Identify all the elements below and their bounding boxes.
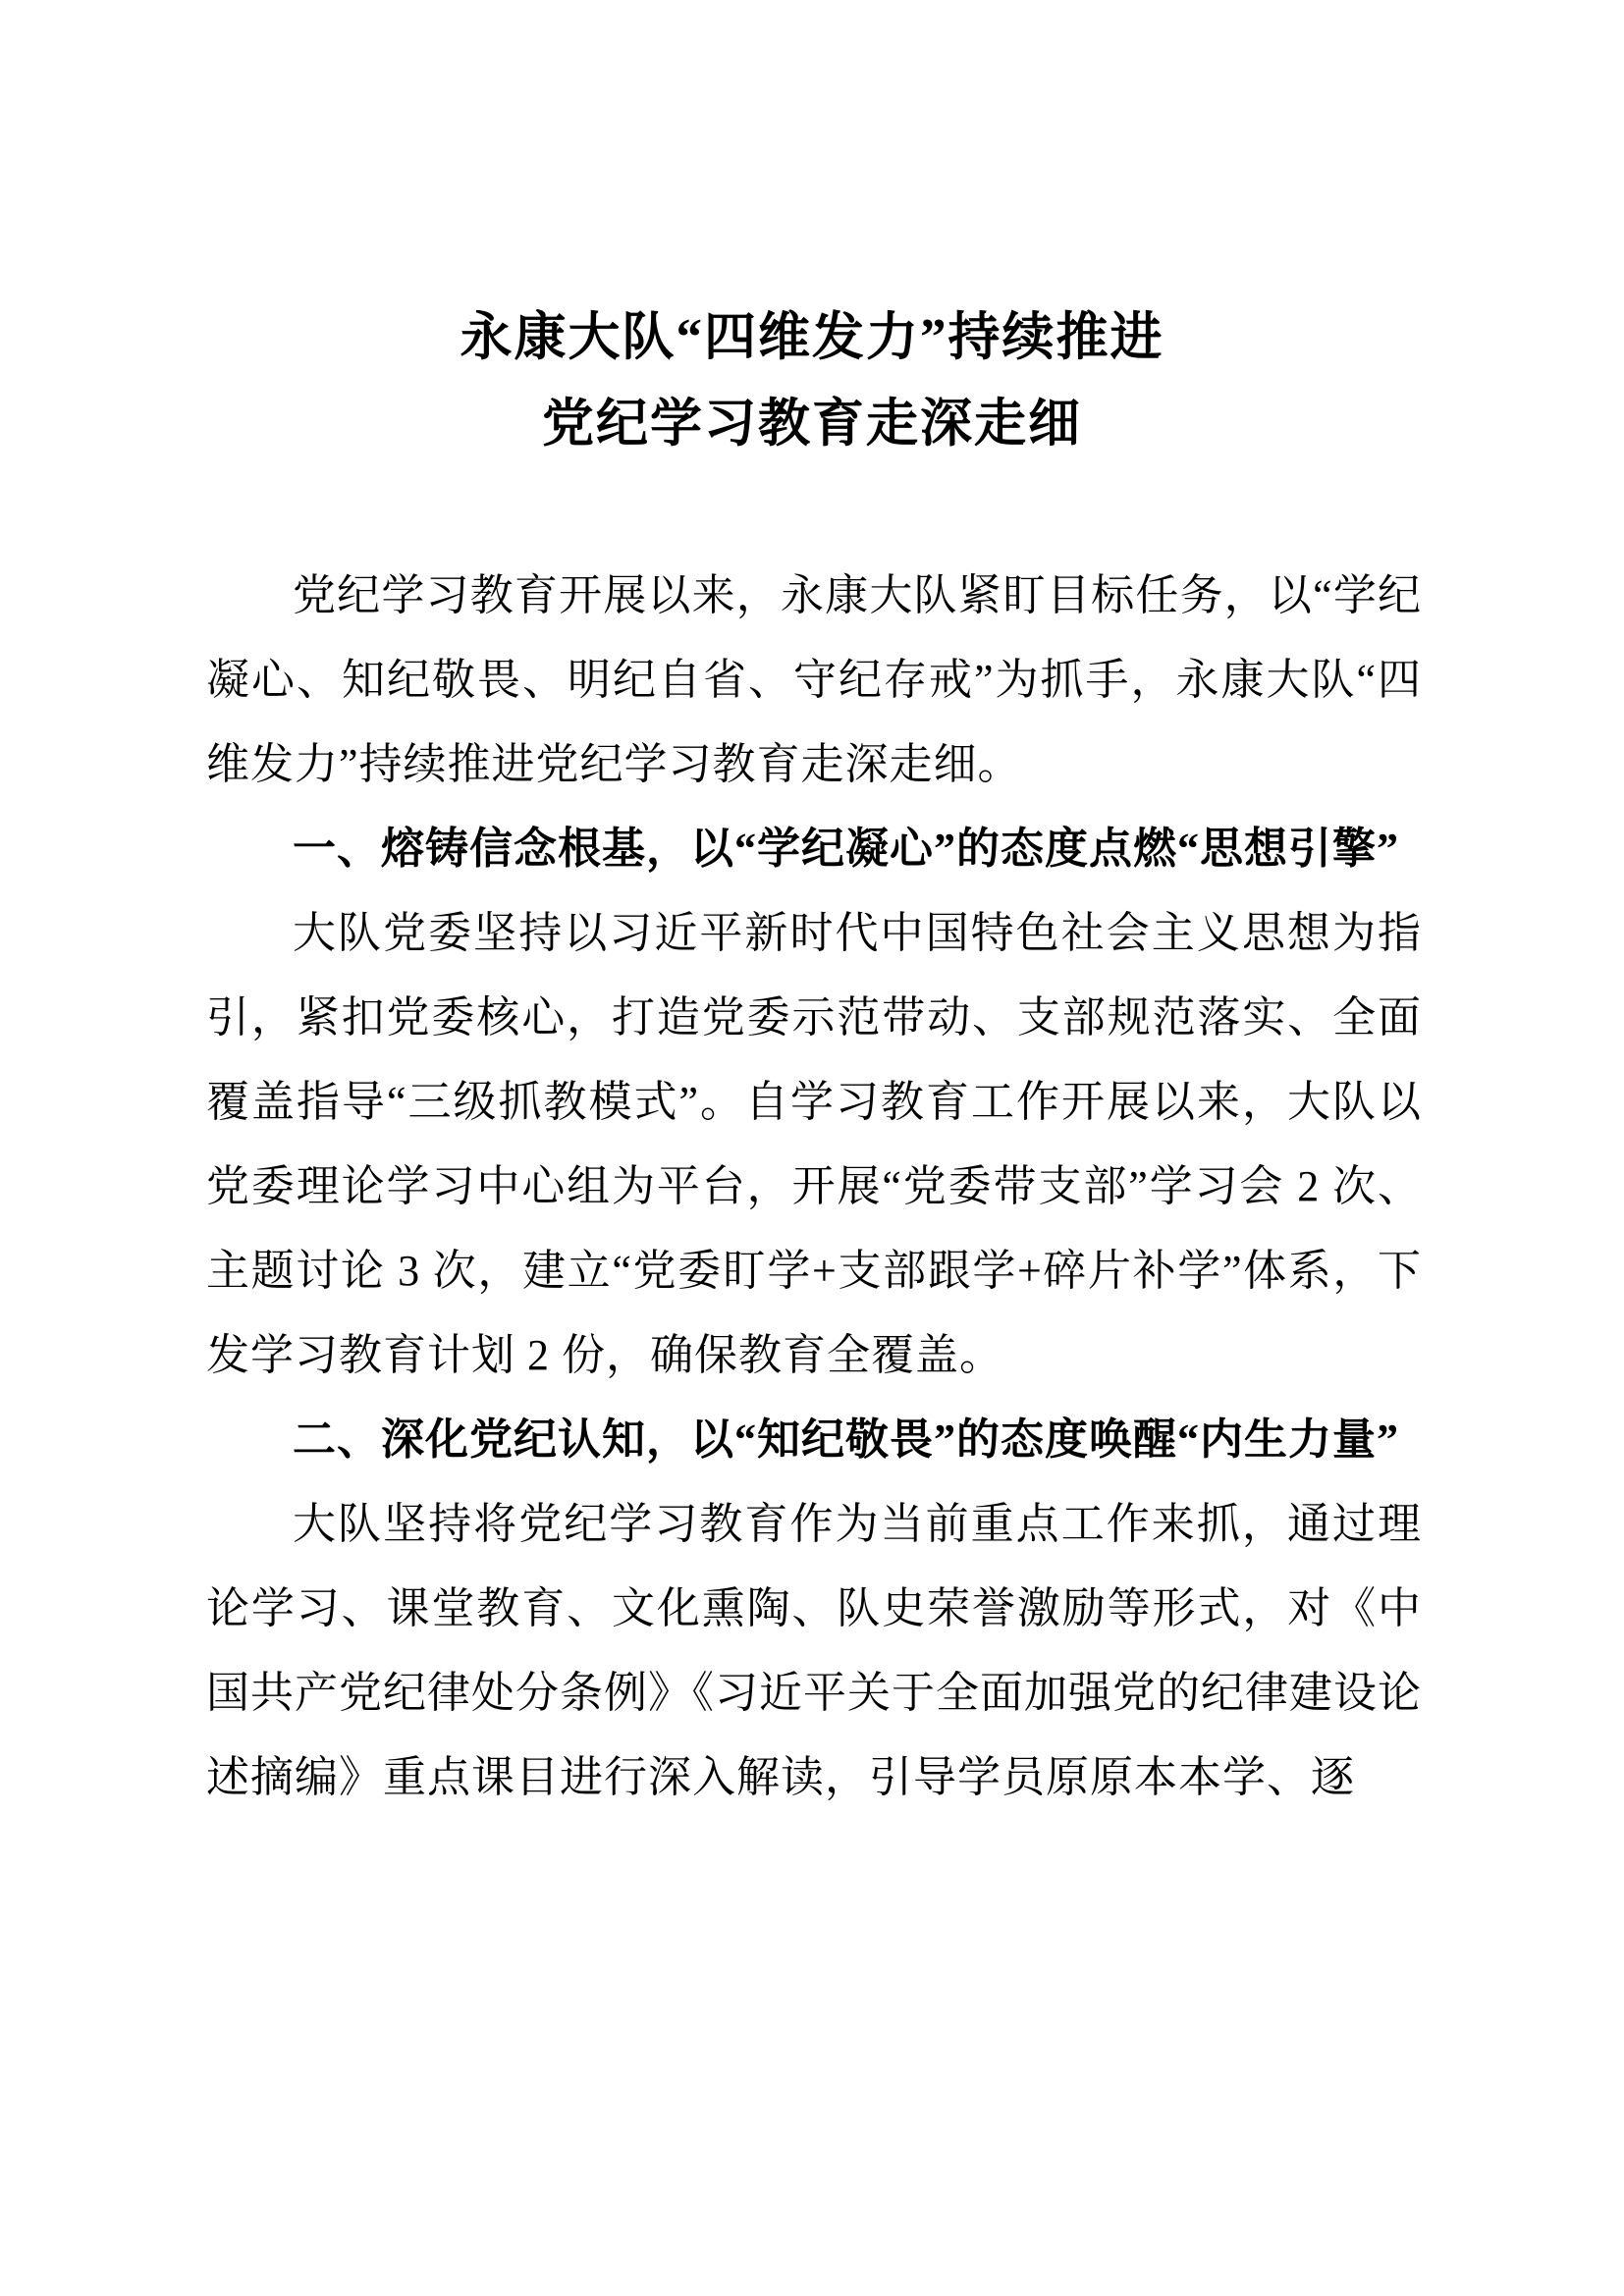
title-line-2: 党纪学习教育走深走细 [542, 396, 1082, 453]
paragraph-section-1: 大队党委坚持以习近平新时代中国特色社会主义思想为指引，紧扣党委核心，打造党委示范带动、支部规范落实、全面覆盖指导“三级抓教模式”。自学习教育工作开展以来，大队以党委理论学习中心组为平台，开展“党委带支部”学习会 2 次、主题讨论 3 次，建立“党委盯学+支部跟学+碎片补学”体系，下发学习教育计划 2 份，确保教育全覆盖。 [206, 909, 1422, 1379]
document-body [206, 554, 1422, 1820]
document-title [0, 0, 1624, 467]
section-heading-2: 二、深化党纪认知，以“知纪敬畏”的态度唤醒“内生力量” [293, 1415, 1399, 1464]
paragraph-intro: 党纪学习教育开展以来，永康大队紧盯目标任务，以“学纪凝心、知纪敬畏、明纪自省、守纪存戒”为抓手，永康大队“四维发力”持续推进党纪学习教育走深走细。 [206, 571, 1422, 788]
title-line-1: 永康大队“四维发力”持续推进 [460, 309, 1164, 366]
section-heading-1: 一、熔铸信念根基，以“学纪凝心”的态度点燃“思想引擎” [293, 825, 1399, 873]
paragraph-section-2: 大队坚持将党纪学习教育作为当前重点工作来抓，通过理论学习、课堂教育、文化熏陶、队史荣誉激励等形式，对《中国共产党纪律处分条例》《习近平关于全面加强党的纪律建设论述摘编》重点课目进行深入解读，引导学员原原本本学、逐 [206, 1500, 1422, 1801]
